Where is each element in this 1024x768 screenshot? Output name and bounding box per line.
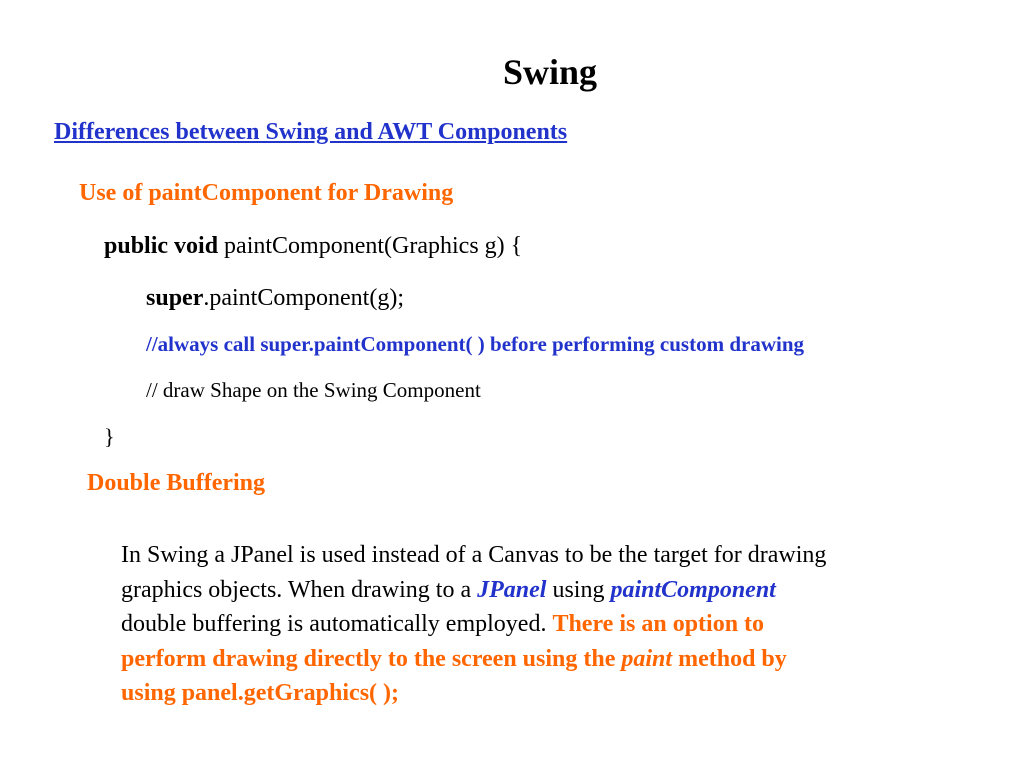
- code-method-declaration: paintComponent(Graphics g) {: [218, 233, 523, 259]
- slide-subtitle: Differences between Swing and AWT Components: [54, 119, 568, 145]
- code-line-method-signature: [104, 233, 522, 261]
- paragraph-line-4: [121, 642, 1001, 677]
- paragraph-line-3: [121, 607, 1001, 642]
- paragraph-text: In Swing a JPanel is used instead of a Canvas to be the target for drawing: [121, 542, 827, 568]
- double-buffering-paragraph: [121, 538, 1001, 711]
- option-highlight: using panel.getGraphics( );: [121, 680, 400, 706]
- code-line-super-call: [146, 285, 404, 313]
- code-keyword-public-void: public void: [104, 233, 219, 259]
- section-heading-double-buffering: Double Buffering: [87, 470, 266, 496]
- paragraph-text: double buffering is automatically employed.: [121, 611, 553, 637]
- paint-term: paint: [621, 645, 673, 672]
- jpanel-term: JPanel: [477, 576, 547, 603]
- paintcomponent-term: paintComponent: [610, 576, 776, 603]
- paragraph-line-1: [121, 538, 1001, 573]
- section-heading-paint-component: Use of paintComponent for Drawing: [79, 180, 454, 206]
- paragraph-text: graphics objects. When drawing to a: [121, 576, 478, 603]
- code-keyword-super: super: [146, 285, 204, 311]
- option-highlight: perform drawing directly to the screen using the: [121, 645, 622, 672]
- option-highlight: method by: [672, 645, 787, 672]
- paragraph-text: using: [546, 576, 611, 603]
- code-comment-always-call: //always call super.paintComponent( ) before performing custom drawing: [146, 332, 804, 356]
- code-closing-brace: }: [104, 424, 115, 449]
- option-highlight: There is an option to: [552, 611, 765, 637]
- paragraph-line-5: [121, 676, 1001, 711]
- code-comment-draw-shape: // draw Shape on the Swing Component: [146, 378, 481, 402]
- code-super-call-rest: .paintComponent(g);: [203, 285, 404, 311]
- slide-title: Swing: [502, 52, 598, 92]
- paragraph-line-2: [121, 573, 1001, 608]
